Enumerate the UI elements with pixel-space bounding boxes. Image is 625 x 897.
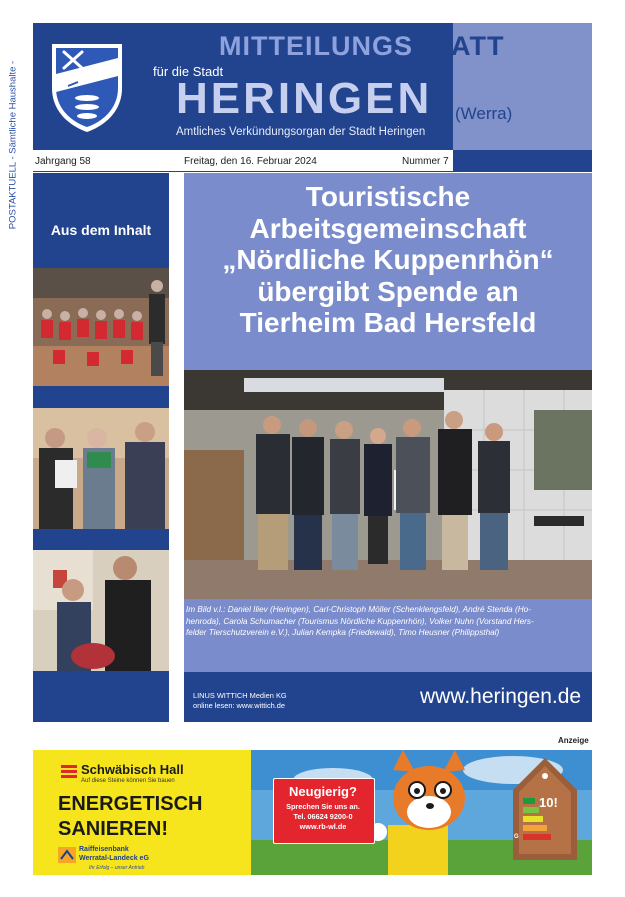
issue-volume: Jahrgang 58: [35, 156, 91, 167]
feature-headline: [184, 181, 592, 339]
energy-rating-value: 10!: [539, 795, 558, 810]
ad-headline-line-1: ENERGETISCH: [58, 793, 203, 815]
contact-website[interactable]: www.rb-wl.de: [299, 822, 347, 831]
title-part-2: BLATT: [413, 31, 505, 61]
energy-rating-letter: G: [514, 834, 519, 840]
city-crest-icon: [48, 40, 126, 135]
caption-line-3: felder Tierschutzverein e.V.), Julian Kempka (Friedewald), Timo Heusner (Philippsthal): [186, 628, 500, 638]
publisher-info: [193, 691, 287, 710]
issue-accent-block: [453, 150, 592, 172]
headline-line-3: „Nördliche Kuppenrhön“: [222, 244, 554, 275]
publisher-online[interactable]: online lesen: www.wittich.de: [193, 700, 286, 710]
photo-caption: [186, 604, 591, 639]
ad-headline: [58, 792, 202, 842]
issue-date: Freitag, den 16. Februar 2024: [184, 156, 317, 167]
raiffeisen-name: [79, 846, 149, 863]
issue-number: Nummer 7: [402, 156, 449, 167]
raiffeisen-line-2: Werratal-Landeck eG: [79, 854, 149, 862]
website-link[interactable]: www.heringen.de: [420, 685, 582, 708]
caption-line-2: henroda), Carola Schumacher (Tourismus Nördliche Kuppenrhön), Volker Nuhn (Vorstand Hers-: [186, 616, 534, 626]
bank-slogan: Auf diese Steine können Sie bauen: [81, 778, 175, 784]
issue-divider: [33, 171, 453, 172]
bank-brand: Schwäbisch Hall: [81, 762, 184, 777]
postal-side-text: POSTAKTUELL - Sämtliche Haushalte -: [7, 60, 19, 230]
sidebar-photo-three-women[interactable]: [33, 408, 169, 529]
publisher-name: LINUS WITTICH Medien KG: [193, 691, 287, 700]
headline-line-4: übergibt Spende an: [257, 275, 519, 307]
advertisement[interactable]: [33, 750, 592, 875]
raiffeisen-slogan: Ihr Erfolg – unser Antrieb: [89, 865, 145, 871]
sidebar-photo-two-people[interactable]: [33, 550, 169, 671]
contents-heading: Aus dem Inhalt: [50, 222, 152, 238]
schwaebisch-hall-logo-icon: [61, 763, 77, 779]
caption-line-1: Im Bild v.l.: Daniel Iliev (Heringen), Carl-Christoph Möller (Schenklengsfeld), André Stenda (Ho-: [186, 605, 531, 614]
headline-line-1: Touristische: [305, 181, 471, 212]
contact-line-1: Sprechen Sie uns an.: [286, 802, 360, 811]
headline-line-2: Arbeitsgemeinschaft: [249, 212, 527, 244]
for-city-label: für die Stadt: [153, 64, 224, 79]
city-name: HERINGEN: [176, 74, 433, 123]
contact-phone[interactable]: Tel. 06624 9200-0: [293, 812, 353, 821]
ad-label: Anzeige: [558, 736, 589, 745]
sidebar-photo-kids-team[interactable]: [33, 268, 169, 386]
headline-line-5: Tierheim Bad Hersfeld: [239, 307, 537, 338]
contact-box-title: Neugierig?: [289, 784, 357, 799]
contact-box-lines: [273, 802, 373, 832]
masthead-subtitle: Amtliches Verkündungsorgan der Stadt Heringen: [176, 126, 426, 138]
region-label: (Werra): [455, 104, 513, 123]
ad-headline-line-2: SANIEREN!: [58, 818, 169, 840]
title-part-1: MITTEILUNGS: [219, 31, 413, 61]
raiffeisen-line-1: Raiffeisenbank: [79, 846, 129, 853]
postal-side-note: [2, 40, 24, 250]
raiffeisen-logo-icon: [58, 847, 76, 863]
newsletter-title: [219, 31, 504, 62]
feature-photo-group[interactable]: [184, 370, 592, 599]
